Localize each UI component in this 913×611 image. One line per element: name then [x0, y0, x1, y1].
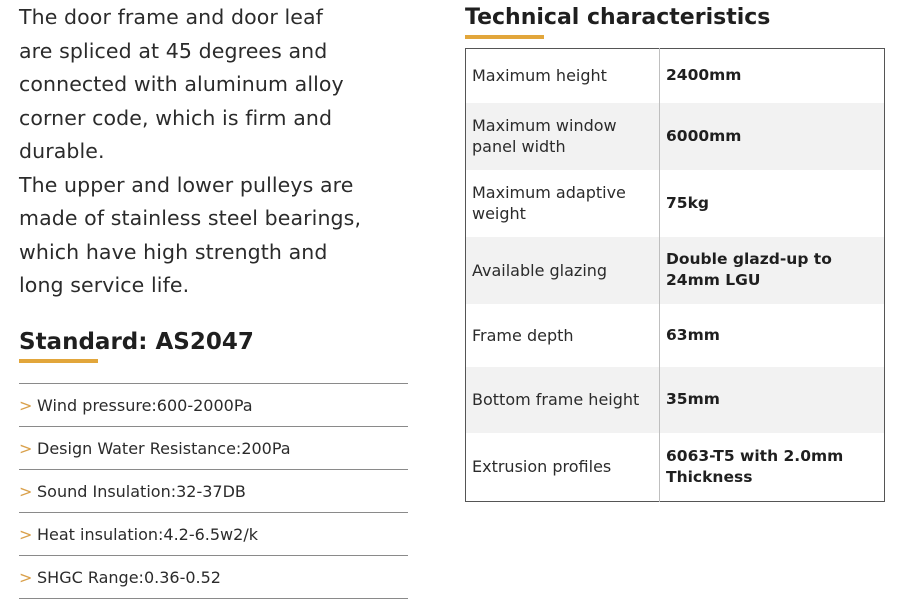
intro-line: The door frame and door leaf: [19, 5, 324, 29]
spec-label: Bottom frame height: [466, 367, 660, 433]
technical-title: Technical characteristics: [465, 5, 771, 30]
spec-label: Maximum height: [466, 49, 660, 103]
table-row: [466, 433, 885, 502]
chevron-right-icon: >: [19, 395, 33, 415]
chevron-right-icon: >: [19, 524, 33, 544]
list-item-label: Sound Insulation:32-37DB: [37, 481, 246, 501]
table-row: [466, 170, 885, 237]
list-item: [19, 470, 408, 513]
intro-text: [19, 1, 399, 303]
spec-label: Maximum window panel width: [466, 103, 660, 170]
spec-value: 6063-T5 with 2.0mm Thickness: [660, 433, 885, 502]
table-row: [466, 304, 885, 367]
standard-list: [19, 383, 408, 599]
chevron-right-icon: >: [19, 481, 33, 501]
list-item: [19, 384, 408, 427]
technical-title-underline: [465, 35, 544, 39]
spec-label: Extrusion profiles: [466, 433, 660, 502]
table-row: [466, 103, 885, 170]
spec-value: 2400mm: [660, 49, 885, 103]
intro-line: corner code, which is firm and: [19, 105, 333, 130]
list-item: [19, 427, 408, 470]
spec-value: Double glazd-up to 24mm LGU: [660, 237, 885, 304]
standard-title: Standard: AS2047: [19, 329, 254, 355]
intro-line: which have high strength and: [19, 239, 328, 264]
intro-line: The upper and lower pulleys are: [19, 172, 354, 197]
spec-table: [465, 48, 885, 502]
list-item-label: Heat insulation:4.2-6.5w2/k: [37, 524, 258, 544]
list-item: [19, 556, 408, 599]
spec-value: 35mm: [660, 367, 885, 433]
standard-title-underline: [19, 359, 98, 363]
list-item: [19, 513, 408, 556]
spec-value: 75kg: [660, 170, 885, 237]
list-item-label: Design Water Resistance:200Pa: [37, 438, 291, 458]
spec-label: Maximum adaptive weight: [466, 170, 660, 237]
intro-line: durable.: [19, 139, 105, 163]
table-row: [466, 237, 885, 304]
intro-line: are spliced at 45 degrees and: [19, 38, 328, 63]
spec-value: 6000mm: [660, 103, 885, 170]
spec-value: 63mm: [660, 304, 885, 367]
intro-line: long service life.: [19, 273, 190, 297]
table-row: [466, 49, 885, 103]
chevron-right-icon: >: [19, 567, 33, 587]
list-item-label: Wind pressure:600-2000Pa: [37, 395, 253, 415]
intro-line: connected with aluminum alloy: [19, 72, 344, 96]
chevron-right-icon: >: [19, 438, 33, 458]
table-row: [466, 367, 885, 433]
list-item-label: SHGC Range:0.36-0.52: [37, 567, 221, 587]
intro-line: made of stainless steel bearings,: [19, 206, 362, 230]
spec-label: Frame depth: [466, 304, 660, 367]
spec-label: Available glazing: [466, 237, 660, 304]
